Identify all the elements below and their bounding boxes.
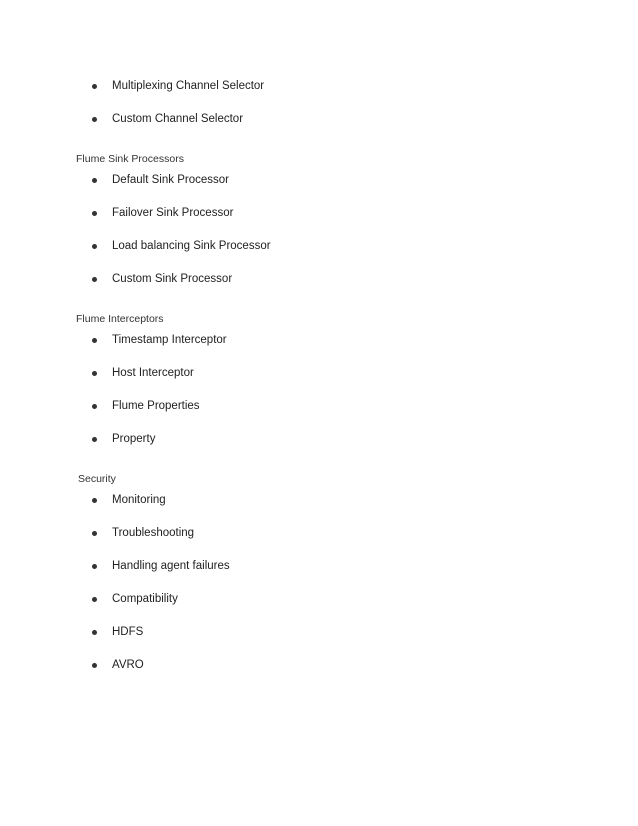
list-item (92, 79, 264, 93)
list-item-text: Monitoring (112, 494, 166, 506)
bullet-icon (92, 371, 97, 376)
list-item (92, 366, 194, 380)
bullet-icon (92, 338, 97, 343)
section-heading: Flume Interceptors (76, 313, 164, 325)
list-item-text: Flume Properties (112, 400, 200, 412)
bullet-icon (92, 178, 97, 183)
list-item (92, 432, 155, 446)
bullet-icon (92, 630, 97, 635)
list-item-text: Custom Channel Selector (112, 113, 244, 125)
bullet-icon (92, 597, 97, 602)
bullet-icon (92, 437, 97, 442)
list-item-text: Load balancing Sink Processor (112, 240, 271, 252)
bullet-icon (92, 84, 97, 89)
list-item-text: Compatibility (112, 593, 178, 605)
list-item-text: Failover Sink Processor (112, 207, 234, 219)
list-item (92, 592, 178, 606)
bullet-icon (92, 663, 97, 668)
bullet-icon (92, 117, 97, 122)
bullet-icon (92, 564, 97, 569)
bullet-icon (92, 211, 97, 216)
list-item-text: Property (112, 433, 156, 445)
list-item (92, 112, 243, 126)
section-heading: Security (78, 473, 116, 485)
list-item-text: Handling agent failures (112, 560, 230, 572)
list-item-text: Timestamp Interceptor (112, 334, 227, 346)
list-item-text: Multiplexing Channel Selector (112, 80, 265, 92)
bullet-icon (92, 244, 97, 249)
list-item-text: Default Sink Processor (112, 174, 229, 186)
list-item-text: Host Interceptor (112, 367, 194, 379)
section-heading: Flume Sink Processors (76, 153, 184, 165)
list-item (92, 625, 143, 639)
list-item (92, 239, 271, 253)
list-item (92, 526, 194, 540)
bullet-icon (92, 277, 97, 282)
list-item (92, 206, 233, 220)
list-item-text: Troubleshooting (112, 527, 195, 539)
list-item (92, 272, 232, 286)
bullet-icon (92, 498, 97, 503)
list-item-text: AVRO (112, 659, 144, 671)
list-item (92, 493, 166, 507)
list-item-text: Custom Sink Processor (112, 273, 233, 285)
list-item (92, 173, 229, 187)
bullet-icon (92, 531, 97, 536)
list-item (92, 559, 230, 573)
list-item (92, 658, 144, 672)
bullet-icon (92, 404, 97, 409)
list-item (92, 399, 200, 413)
list-item-text: HDFS (112, 626, 144, 638)
list-item (92, 333, 227, 347)
